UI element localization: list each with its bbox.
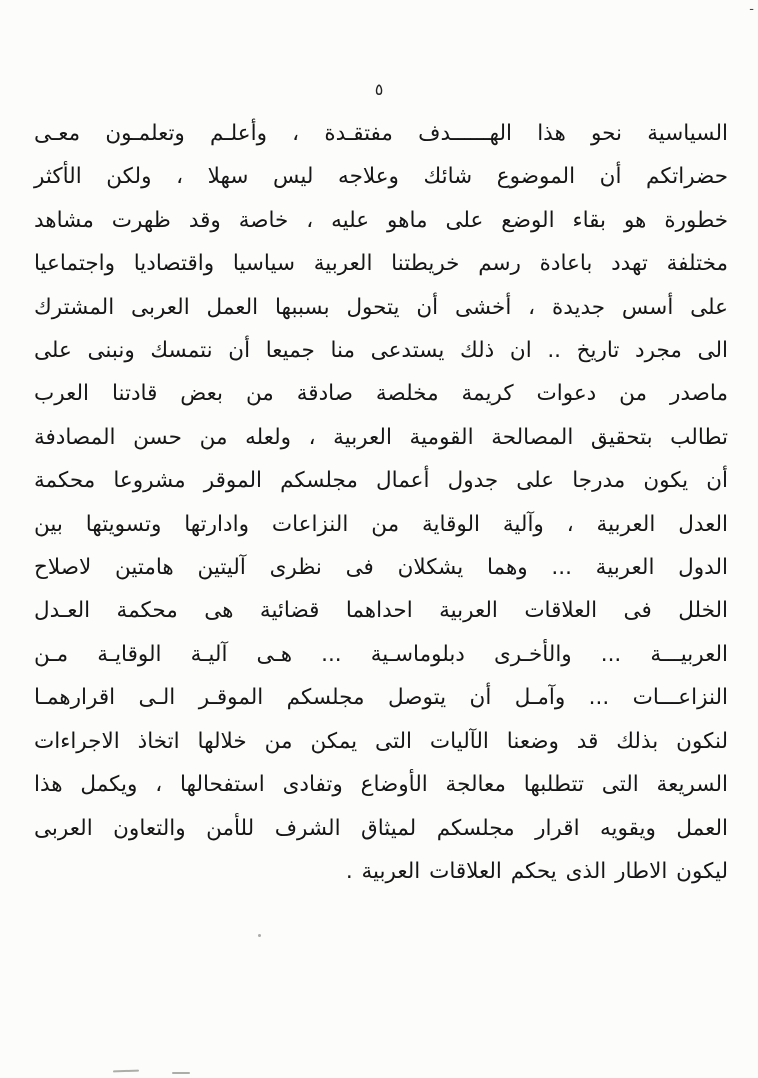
scan-artifact-dot [258,934,261,937]
text-line: خطورة هو بقاء الوضع على ماهو عليه ، خاصة وقد ظهرت مشاهد [34,207,728,233]
text-line: الى مجرد تاريخ .. ان ذلك يستدعى منا جميعا أن نتمسك ونبنى على [34,338,728,364]
scan-artifact-smudge [113,1070,139,1073]
text-line: العمل ويقويه اقرار مجلسكم لميثاق الشرف للأمن والتعاون العربى [34,815,728,841]
text-line: الدول العربية ... وهما يشكلان فى نظرى آليتين هامتين لاصلاح [34,555,728,581]
body-text-block [34,112,728,893]
text-line: مختلفة تهدد باعادة رسم خريطتنا العربية سياسيا واقتصاديا واجتماعيا [34,251,728,277]
text-line: النزاعـــات ... وآمـل أن يتوصل مجلسكم الموقـر الـى اقرارهمـا [34,685,728,711]
text-line: الخلل فى العلاقات العربية احداهما قضائية هى محكمة العـدل [34,598,728,624]
text-line: السياسية نحو هذا الهــــــدف مفتقـدة ، وأعلـم وتعلمـون معـى [34,121,728,146]
text-line: تطالب بتحقيق المصالحة القومية العربية ، ولعله من حسن المصادفة [34,424,728,450]
text-line: العربيـــة ... والأخـرى دبلوماسـية ... هـى آليـة الوقايـة مـن [34,641,728,667]
scan-artifact-smudge [172,1072,190,1074]
corner-mark: - [749,2,754,17]
text-line: السريعة التى تتطلبها معالجة الأوضاع وتفادى استفحالها ، ويكمل هذا [34,772,728,798]
text-line: لنكون بذلك قد وضعنا الآليات التى يمكن من خلالها اتخاذ الاجراءات [34,728,728,754]
text-line: على أسس جديدة ، أخشى أن يتحول بسببها العمل العربى المشترك [34,294,728,320]
text-line: ماصدر من دعوات كريمة مخلصة صادقة من بعض قادتنا العرب [34,381,728,407]
text-line: ليكون الاطار الذى يحكم العلاقات العربية . [345,858,728,884]
text-line: أن يكون مدرجا على جدول أعمال مجلسكم الموقر مشروعا محكمة [34,468,728,494]
text-line: حضراتكم أن الموضوع شائك وعلاجه ليس سهلا ، ولكن الأكثر [34,164,728,190]
text-line: العدل العربية ، وآلية الوقاية من النزاعات وادارتها وتسويتها بين [34,511,728,537]
page-number: ٥ [374,80,384,99]
